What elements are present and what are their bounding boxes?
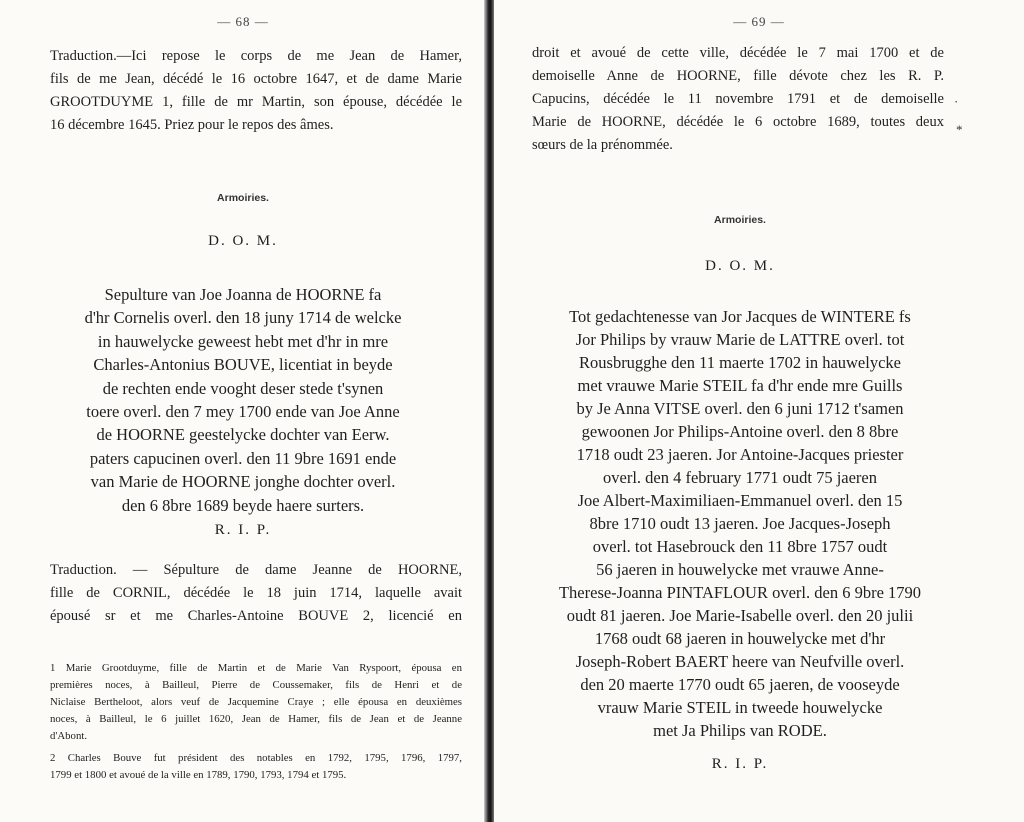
footnote-line: Niclaise Bertheloot, alors veuf de Jacquemine Craye ; elle épousa en deuxièmes bbox=[50, 696, 462, 708]
traduction-line: Traduction.—Ici repose le corps de me Jean de Hamer, bbox=[50, 48, 462, 64]
epitaph-line: Therese-Joanna PINTAFLOUR overl. den 6 9bre 1790 bbox=[558, 583, 922, 602]
footnote-line: premières noces, à Bailleul, Pierre de Coussemaker, fils de Henri et de bbox=[50, 679, 462, 691]
armoiries-heading: Armoiries. bbox=[714, 214, 766, 226]
page-number: — 69 — bbox=[733, 14, 785, 29]
epitaph-line: Charles-Antonius BOUVE, licentiat in beyde bbox=[93, 355, 393, 374]
epitaph-line: 1768 oudt 68 jaeren in houwelycke met d'hr bbox=[594, 629, 886, 648]
epitaph-line: vrauw Marie STEIL in tweede houwelycke bbox=[597, 698, 883, 717]
footnote-line: d'Abont. bbox=[50, 730, 88, 742]
traduction2-line: fille de CORNIL, décédée le 18 juin 1714, laquelle avait bbox=[50, 585, 462, 601]
continuation-line: Marie de HOORNE, décédée le 6 octobre 1689, toutes deux bbox=[532, 114, 944, 130]
epitaph-line: Joseph-Robert BAERT heere van Neufville overl. bbox=[575, 652, 905, 671]
epitaph-line: de HOORNE geestelycke dochter van Eerw. bbox=[96, 425, 390, 444]
footnote-line: 1 Marie Grootduyme, fille de Martin et de Marie Van Ryspoort, épousa en bbox=[50, 662, 462, 674]
epitaph-line: paters capucinen overl. den 11 9bre 1691 ende bbox=[89, 449, 397, 468]
continuation-line: Capucins, décédée le 11 novembre 1791 et de demoiselle bbox=[532, 91, 944, 107]
footnote-line: noces, à Bailleul, le 6 juillet 1620, Jean de Hamer, fils de Jean et de Jeanne bbox=[50, 713, 462, 725]
epitaph-line: Tot gedachtenesse van Jor Jacques de WINTERE fs bbox=[569, 307, 911, 326]
traduction-line: 16 décembre 1645. Priez pour le repos des âmes. bbox=[50, 117, 334, 133]
footnote-line: 1799 et 1800 et avoué de la ville en 1789, 1790, 1793, 1794 et 1795. bbox=[50, 769, 347, 781]
epitaph-line: de rechten ende vooght deser stede t'synen bbox=[102, 379, 384, 398]
epitaph-line: by Je Anna VITSE overl. den 6 juni 1712 t'samen bbox=[576, 399, 904, 418]
traduction2-line: épousé sr et me Charles-Antoine BOUVE 2, licencié en bbox=[50, 608, 462, 624]
epitaph-line: overl. tot Hasebrouck den 11 8bre 1757 oudt bbox=[592, 537, 888, 556]
margin-dot-mark: · bbox=[954, 94, 959, 109]
epitaph-line: in hauwelycke geweest hebt met d'hr in mre bbox=[97, 332, 389, 351]
traduction-line: GROOTDUYME 1, fille de mr Martin, son épouse, décédée le bbox=[50, 94, 462, 110]
epitaph-line: den 20 maerte 1770 oudt 65 jaeren, de vooseyde bbox=[580, 675, 900, 694]
rip-closing: R. I. P. bbox=[214, 522, 272, 538]
armoiries-heading: Armoiries. bbox=[217, 192, 269, 204]
left-page bbox=[0, 0, 486, 822]
epitaph-line: 56 jaeren in houwelycke met vrauwe Anne- bbox=[596, 560, 884, 579]
traduction-line: fils de me Jean, décédé le 16 octobre 1647, et de dame Marie bbox=[50, 71, 462, 87]
page-number: — 68 — bbox=[217, 14, 269, 29]
epitaph-line: 8bre 1710 oudt 13 jaeren. Joe Jacques-Joseph bbox=[589, 514, 891, 533]
epitaph-line: Rousbrugghe den 11 maerte 1702 in hauwelycke bbox=[579, 353, 901, 372]
epitaph-line: 1718 oudt 23 jaeren. Jor Antoine-Jacques priester bbox=[576, 445, 904, 464]
rip-closing: R. I. P. bbox=[711, 756, 769, 772]
footnote-line: 2 Charles Bouve fut président des notables en 1792, 1795, 1796, 1797, bbox=[50, 752, 462, 764]
continuation-line: sœurs de la prénommée. bbox=[532, 137, 673, 153]
epitaph-line: d'hr Cornelis overl. den 18 juny 1714 de welcke bbox=[84, 308, 402, 327]
epitaph-line: overl. den 4 february 1771 oudt 75 jaeren bbox=[603, 468, 877, 487]
continuation-line: droit et avoué de cette ville, décédée le 7 mai 1700 et de bbox=[532, 45, 944, 61]
epitaph-line: van Marie de HOORNE jonghe dochter overl. bbox=[90, 472, 396, 491]
margin-asterisk-mark: * bbox=[956, 122, 963, 137]
right-page bbox=[494, 0, 1024, 822]
continuation-line: demoiselle Anne de HOORNE, fille dévote chez les R. P. bbox=[532, 68, 944, 84]
epitaph-line: toere overl. den 7 mey 1700 ende van Joe Anne bbox=[86, 402, 400, 421]
epitaph-line: met Ja Philips van RODE. bbox=[653, 721, 827, 740]
epitaph-line: Joe Albert-Maximiliaen-Emmanuel overl. den 15 bbox=[577, 491, 903, 510]
epitaph-line: Sepulture van Joe Joanna de HOORNE fa bbox=[104, 285, 382, 304]
epitaph-line: den 6 8bre 1689 beyde haere surters. bbox=[121, 496, 365, 515]
dom-heading: D. O. M. bbox=[208, 233, 278, 249]
epitaph-line: Jor Philips by vrauw Marie de LATTRE overl. tot bbox=[575, 330, 905, 349]
traduction2-line: Traduction. — Sépulture de dame Jeanne de HOORNE, bbox=[50, 562, 462, 578]
epitaph-line: met vrauwe Marie STEIL fa d'hr ende mre Guills bbox=[577, 376, 903, 395]
epitaph-line: gewoonen Jor Philips-Antoine overl. den 8 8bre bbox=[581, 422, 899, 441]
epitaph-line: oudt 81 jaeren. Joe Marie-Isabelle overl. den 20 julii bbox=[566, 606, 914, 625]
dom-heading: D. O. M. bbox=[705, 258, 775, 274]
